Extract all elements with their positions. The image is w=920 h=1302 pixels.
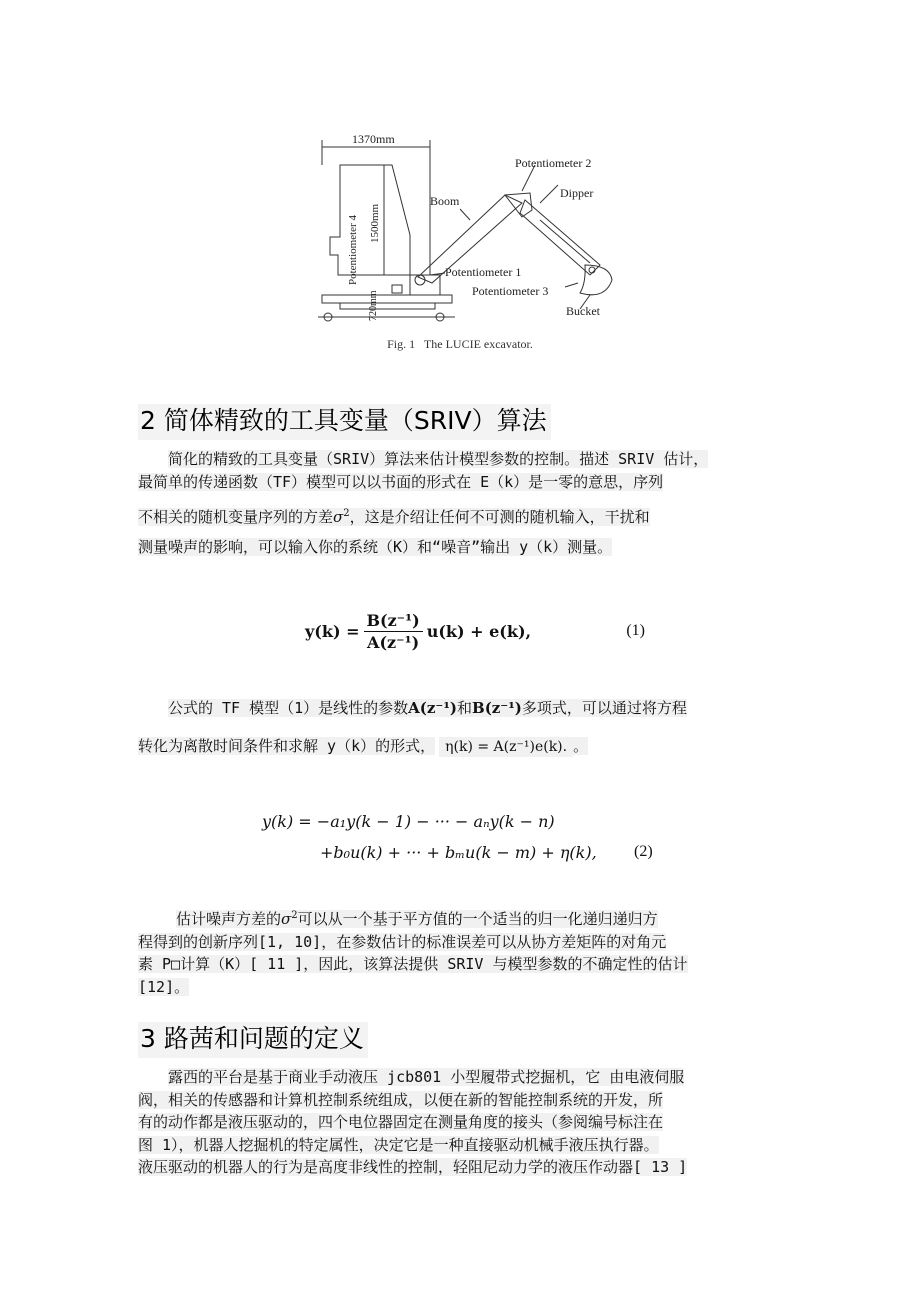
p2-text-a: 公式的 TF 模型（1）是线性的参数 xyxy=(168,699,409,717)
excavator-diagram xyxy=(300,125,620,330)
p3-line-1b: 可以从一个基于平方值的一个适当的归一化递归递归方 xyxy=(297,910,658,928)
p1-line-3a: 不相关的随机变量序列的方差 xyxy=(138,508,334,526)
eq1-number: (1) xyxy=(626,622,645,639)
p1-line-2: 最简单的传递函数（TF）模型可以以书面的形式在 E（k）是一零的意思，序列 xyxy=(138,472,664,491)
poly-A: A(z⁻¹) xyxy=(408,699,457,717)
eta-definition: η(k) = A(z⁻¹)e(k). xyxy=(439,737,573,757)
poly-B: B(z⁻¹) xyxy=(472,699,522,717)
sigma-char: σ xyxy=(333,508,344,526)
equation-1 xyxy=(305,603,645,659)
p2-end: 。 xyxy=(573,736,589,755)
s3-line-3: 有的动作都是液压驱动的，四个电位器固定在测量角度的接头（参阅编号标注在 xyxy=(138,1113,664,1131)
width-dimension-label: 1370mm xyxy=(352,132,395,146)
excavator-figure xyxy=(300,125,620,360)
p1-line-1: 简化的精致的工具变量（SRIV）算法来估计模型参数的控制。描述 SRIV 估计， xyxy=(168,450,709,468)
sigma-symbol-2 xyxy=(281,910,298,928)
eq1-denominator: A(z⁻¹) xyxy=(367,632,420,652)
base-dimension-label: 720mm xyxy=(368,290,379,321)
p1-line-3b: ，这是介绍让任何不可测的随机输入，干扰和 xyxy=(349,508,650,526)
boom-label: Boom xyxy=(430,194,460,208)
s3-line-1: 露西的平台是基于商业手动液压 jcb801 小型履带式挖掘机，它 由电液伺服 xyxy=(168,1068,685,1086)
p1-line-4: 测量噪声的影响，可以输入你的系统（K）和“噪音”输出 y（k）测量。 xyxy=(138,537,613,556)
section-2-paragraph-3 xyxy=(138,905,798,998)
potentiometer-4-label: Potentiometer 4 xyxy=(347,215,359,285)
potentiometer-3-label: Potentiometer 3 xyxy=(472,284,549,298)
eq2-number: (2) xyxy=(634,843,653,860)
section-2-heading: 2 简体精致的工具变量（SRIV）算法 xyxy=(138,404,551,440)
dipper-label: Dipper xyxy=(560,186,594,200)
potentiometer-2-label: Potentiometer 2 xyxy=(515,156,592,170)
sigma-symbol xyxy=(333,508,350,526)
eq1-numerator: B(z⁻¹) xyxy=(364,611,423,632)
eq1-rhs: u(k) + e(k), xyxy=(426,621,532,641)
s3-line-5: 液压驱动的机器人的行为是高度非线性的控制，轻阻尼动力学的液压作动器[ 13 ] xyxy=(138,1158,688,1176)
p2-text-c: 转化为离散时间条件和求解 y（k）的形式， xyxy=(138,736,436,755)
potentiometer-1-label: Potentiometer 1 xyxy=(445,265,522,279)
eq1-fraction xyxy=(364,611,423,652)
equation-2 xyxy=(262,812,662,874)
eq2-line-1: y(k) = −a₁y(k − 1) − ··· − aₙy(k − n) xyxy=(262,812,555,831)
p3-line-3: 素 P□计算（K）[ 11 ]，因此，该算法提供 SRIV 与模型参数的不确定性的估计 xyxy=(138,955,688,973)
p3-line-1a: 估计噪声方差的 xyxy=(176,910,282,928)
s3-line-4: 图 1），机器人挖掘机的特定属性，决定它是一种直接驱动机械手液压执行器。 xyxy=(138,1135,659,1154)
p3-line-4: [12]。 xyxy=(138,977,190,996)
height-dimension-label: 1500mm xyxy=(369,203,381,243)
section-3-paragraph-1 xyxy=(138,1066,798,1179)
eq1-lhs: y(k) = xyxy=(305,621,360,641)
sigma-exponent: 2 xyxy=(343,508,350,519)
p2-text-b: 多项式，可以通过将方程 xyxy=(521,699,687,717)
s3-line-2: 阀，相关的传感器和计算机控制系统组成，以便在新的智能控制系统的开发，所 xyxy=(138,1090,664,1109)
p2-and: 和 xyxy=(457,699,473,717)
section-3-heading: 3 路茜和问题的定义 xyxy=(138,1022,368,1058)
p3-line-2: 程得到的创新序列[1, 10]，在参数估计的标准误差可以从协方差矩阵的对角元 xyxy=(138,932,667,951)
sigma-exponent-2: 2 xyxy=(291,910,298,921)
eq2-line-2: +b₀u(k) + ··· + bₘu(k − m) + η(k), xyxy=(320,843,597,862)
bucket-label: Bucket xyxy=(566,304,600,318)
sigma-char-2: σ xyxy=(281,910,292,928)
section-2-paragraph-1 xyxy=(138,448,798,558)
figure-caption: Fig. 1 The LUCIE excavator. xyxy=(387,337,533,351)
section-2-paragraph-2 xyxy=(138,697,798,758)
